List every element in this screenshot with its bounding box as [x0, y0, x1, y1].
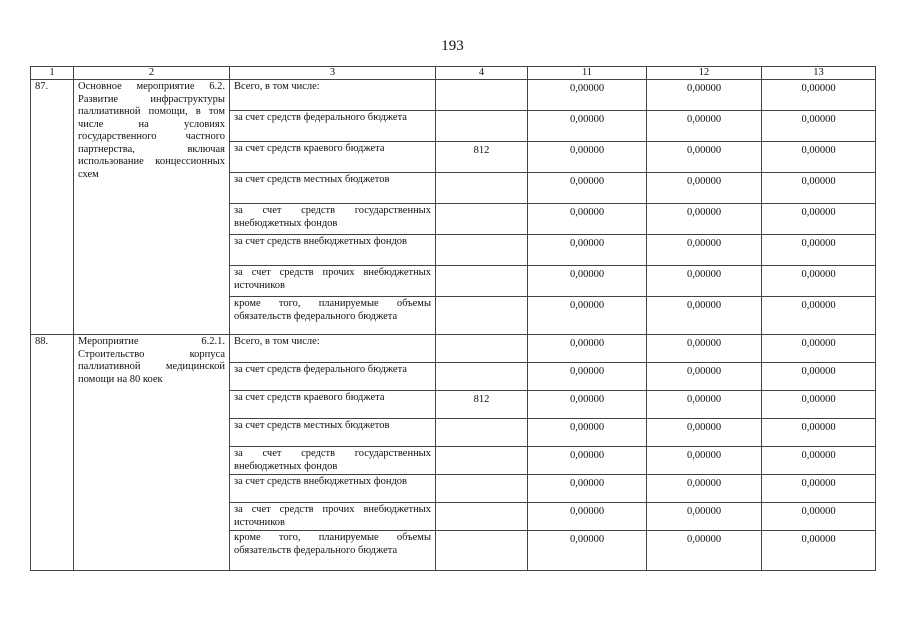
value-v12: 0,00000 [686, 366, 722, 377]
value-cell [647, 142, 762, 173]
code-cell [436, 335, 528, 363]
value-v11: 0,00000 [569, 114, 605, 125]
value-cell [647, 266, 762, 297]
code-cell [436, 80, 528, 111]
funding-source: за счет средств внебюджетных фондов [230, 235, 436, 266]
value-cell [528, 80, 647, 111]
value-v11: 0,00000 [569, 534, 605, 545]
value-v13: 0,00000 [801, 338, 836, 349]
value-v12: 0,00000 [686, 478, 722, 489]
value-cell [528, 503, 647, 531]
value-v11: 0,00000 [569, 145, 605, 156]
value-v12: 0,00000 [686, 145, 722, 156]
funding-source: за счет средств местных бюджетов [230, 419, 436, 447]
value-cell [528, 266, 647, 297]
value-v13: 0,00000 [801, 300, 836, 311]
value-cell [762, 419, 876, 447]
row-number: 87. [31, 80, 74, 335]
value-v11: 0,00000 [569, 366, 605, 377]
value-cell [528, 531, 647, 571]
value-cell [528, 173, 647, 204]
page-number: 193 [441, 38, 464, 54]
value-v13: 0,00000 [801, 269, 836, 280]
code-cell [436, 475, 528, 503]
funding-source: за счет средств краевого бюджета [230, 142, 436, 173]
value-cell [762, 266, 876, 297]
code-cell [436, 204, 528, 235]
value-v11: 0,00000 [569, 506, 605, 517]
funding-source: за счет средств государственных внебюджетных фондов [230, 204, 436, 235]
value-cell [762, 335, 876, 363]
value-cell [762, 111, 876, 142]
column-header: 3 [230, 67, 436, 80]
value-v11: 0,00000 [569, 238, 605, 249]
value-cell [528, 447, 647, 475]
value-cell [762, 80, 876, 111]
value-cell [647, 447, 762, 475]
value-v12: 0,00000 [686, 207, 722, 218]
funding-source: за счет средств федерального бюджета [230, 363, 436, 391]
code-value: 812 [473, 145, 490, 156]
column-header: 12 [647, 67, 762, 80]
value-cell [647, 297, 762, 335]
value-cell [528, 475, 647, 503]
value-cell [528, 111, 647, 142]
value-v12: 0,00000 [686, 114, 722, 125]
value-cell [528, 297, 647, 335]
value-v11: 0,00000 [569, 300, 605, 311]
value-v11: 0,00000 [569, 394, 605, 405]
value-v12: 0,00000 [686, 238, 722, 249]
code-cell [436, 391, 528, 419]
value-cell [647, 173, 762, 204]
value-cell [762, 173, 876, 204]
value-v12: 0,00000 [686, 394, 722, 405]
value-cell [647, 235, 762, 266]
value-cell [762, 503, 876, 531]
value-cell [647, 503, 762, 531]
value-v11: 0,00000 [569, 207, 605, 218]
column-header: 4 [436, 67, 528, 80]
value-cell [762, 391, 876, 419]
code-cell [436, 266, 528, 297]
value-v13: 0,00000 [801, 534, 836, 545]
value-v13: 0,00000 [801, 366, 836, 377]
value-cell [647, 363, 762, 391]
code-cell [436, 235, 528, 266]
value-v13: 0,00000 [801, 114, 836, 125]
code-cell [436, 447, 528, 475]
value-v13: 0,00000 [801, 450, 836, 461]
value-v11: 0,00000 [569, 269, 605, 280]
row-number: 88. [31, 335, 74, 571]
value-cell [528, 142, 647, 173]
table-header-row [31, 67, 876, 80]
value-cell [528, 419, 647, 447]
value-cell [762, 531, 876, 571]
value-cell [528, 235, 647, 266]
value-cell [528, 391, 647, 419]
code-cell [436, 142, 528, 173]
value-cell [647, 204, 762, 235]
value-v13: 0,00000 [801, 506, 836, 517]
value-v11: 0,00000 [569, 450, 605, 461]
value-v13: 0,00000 [801, 238, 836, 249]
value-v12: 0,00000 [686, 534, 722, 545]
funding-source: за счет средств краевого бюджета [230, 391, 436, 419]
value-v12: 0,00000 [686, 450, 722, 461]
value-cell [762, 142, 876, 173]
value-v12: 0,00000 [686, 83, 722, 94]
code-value: 812 [473, 394, 490, 405]
value-v12: 0,00000 [686, 176, 722, 187]
value-v11: 0,00000 [569, 478, 605, 489]
value-v12: 0,00000 [686, 269, 722, 280]
budget-table [30, 66, 876, 571]
value-v11: 0,00000 [569, 176, 605, 187]
code-cell [436, 363, 528, 391]
value-cell [647, 531, 762, 571]
value-cell [762, 447, 876, 475]
funding-source: за счет средств внебюджетных фондов [230, 475, 436, 503]
value-cell [762, 363, 876, 391]
value-cell [762, 204, 876, 235]
value-cell [647, 419, 762, 447]
value-v12: 0,00000 [686, 506, 722, 517]
funding-source: Всего, в том числе: [230, 80, 436, 111]
code-cell [436, 531, 528, 571]
code-cell [436, 503, 528, 531]
column-header: 2 [74, 67, 230, 80]
value-v12: 0,00000 [686, 338, 722, 349]
value-v11: 0,00000 [569, 338, 605, 349]
column-header: 11 [528, 67, 647, 80]
value-cell [647, 111, 762, 142]
value-v13: 0,00000 [801, 176, 836, 187]
value-v13: 0,00000 [801, 394, 836, 405]
funding-source: Всего, в том числе: [230, 335, 436, 363]
value-v13: 0,00000 [801, 207, 836, 218]
column-header: 13 [762, 67, 876, 80]
value-cell [647, 335, 762, 363]
value-cell [528, 204, 647, 235]
value-cell [762, 475, 876, 503]
funding-source: кроме того, планируемые объемы обязательств федерального бюджета [230, 531, 436, 571]
value-cell [762, 235, 876, 266]
funding-source: кроме того, планируемые объемы обязательств федерального бюджета [230, 297, 436, 335]
column-header: 1 [31, 67, 74, 80]
code-cell [436, 173, 528, 204]
funding-source: за счет средств прочих внебюджетных источников [230, 266, 436, 297]
funding-source: за счет средств федерального бюджета [230, 111, 436, 142]
table-row [31, 80, 876, 111]
funding-source: за счет средств прочих внебюджетных источников [230, 503, 436, 531]
value-v12: 0,00000 [686, 300, 722, 311]
value-v12: 0,00000 [686, 422, 722, 433]
code-cell [436, 297, 528, 335]
value-cell [647, 475, 762, 503]
value-v13: 0,00000 [801, 145, 836, 156]
value-cell [762, 297, 876, 335]
code-cell [436, 111, 528, 142]
value-v11: 0,00000 [569, 422, 605, 433]
funding-source: за счет средств государственных внебюджетных фондов [230, 447, 436, 475]
value-v11: 0,00000 [569, 83, 605, 94]
measure-name: Мероприятие 6.2.1. Строительство корпуса паллиативной медицинской помощи на 80 коек [74, 335, 230, 571]
value-cell [528, 335, 647, 363]
value-cell [647, 391, 762, 419]
measure-name: Основное мероприятие 6.2. Развитие инфраструктуры паллиативной помощи, в том числе на условиях государственного частного партнерства, включая использование концессионных схем [74, 80, 230, 335]
code-cell [436, 419, 528, 447]
value-v13: 0,00000 [801, 422, 836, 433]
value-v13: 0,00000 [801, 83, 836, 94]
value-v13: 0,00000 [801, 478, 836, 489]
funding-source: за счет средств местных бюджетов [230, 173, 436, 204]
table-row [31, 335, 876, 363]
value-cell [528, 363, 647, 391]
value-cell [647, 80, 762, 111]
